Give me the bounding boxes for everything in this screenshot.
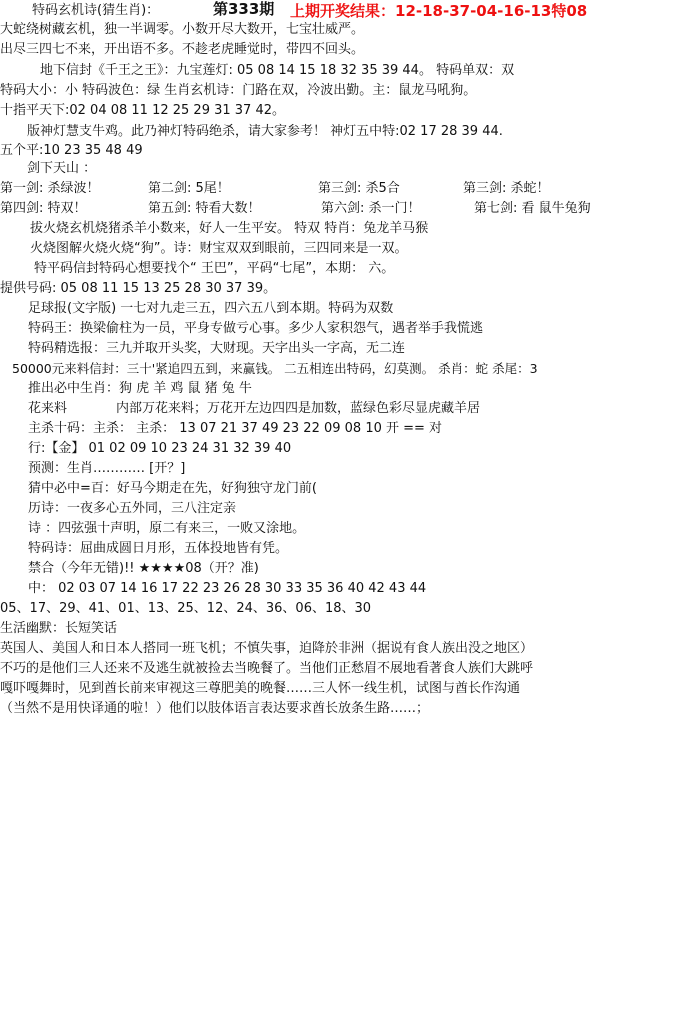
text-line-label: 花来料 bbox=[28, 401, 68, 416]
sword-tip: 第四剑: 特双！ bbox=[0, 201, 87, 216]
text-line: 五个平:10 23 35 48 49 bbox=[0, 143, 143, 158]
text-line: 50000元来料信封：三十'紧追四五到，来赢钱。 二五相连出特码，幻莫测。 杀肖：蛇 杀尾：3 bbox=[12, 361, 538, 376]
sword-tip: 第一剑: 杀绿波！ bbox=[0, 181, 100, 196]
sword-tip: 第六剑: 杀一门！ bbox=[321, 201, 421, 216]
joke-line: （当然不是用快译通的啦！）他们以肢体语言表达要求酋长放条生路……； bbox=[0, 701, 430, 716]
text-line: 猜中必中=百：好马今期走在先，好狗独守龙门前( bbox=[28, 481, 317, 496]
section-heading: 生活幽默：长短笑话 bbox=[0, 621, 118, 636]
poem-line: 大蛇绕树藏玄机，独一半调零。小数开尽大数开，七宝壮威严。 bbox=[0, 22, 365, 37]
text-line: 诗 ：四弦强十声明，原二有来三，一败又涂地。 bbox=[28, 521, 306, 536]
text-line: 推出必中生肖：狗 虎 羊 鸡 鼠 猪 兔 牛 bbox=[28, 381, 252, 396]
text-line: 中： 02 03 07 14 16 17 22 23 26 28 30 33 35 36 40 42 43 44 bbox=[28, 581, 427, 596]
joke-line: 英国人、美国人和日本人搭同一班飞机；不慎失事，迫降於非洲（据说有食人族出没之地区） bbox=[0, 641, 534, 656]
text-line: 特码精选报：三九并取开头奖，大财现。天字出头一字高，无二连 bbox=[28, 341, 406, 356]
text-line: 特码诗：屈曲成圆日月形，五体投地皆有凭。 bbox=[28, 541, 289, 556]
poem-title: 特码玄机诗(猜生肖)： bbox=[32, 3, 160, 18]
text-line: 地下信封《千王之王》：九宝莲灯: 05 08 14 15 18 32 35 39 44。 特码单双：双 bbox=[40, 63, 515, 78]
poem-line: 出尽三四七不来，开出语不多。不趁老虎睡觉时，带四不回头。 bbox=[0, 42, 365, 57]
text-line: 禁合（今年无错)!! ★★★★08（开？准) bbox=[28, 561, 259, 576]
text-line: 版神灯慧支牛鸡。此乃神灯特码绝杀，请大家参考！ 神灯五中特:02 17 28 39 44. bbox=[27, 124, 503, 139]
text-line: 特码王：换梁偷柱为一员，平身专做亏心事。多少人家积怨气，遇者举手我慌逃 bbox=[28, 321, 484, 336]
text-line: 预测：生肖………… [开？] bbox=[28, 461, 186, 476]
joke-line: 不巧的是他们三人还来不及逃生就被捡去当晚餐了。当他们正愁眉不展地看著食人族们大跳呼 bbox=[0, 661, 534, 676]
text-line: 行:【金】 01 02 09 10 23 24 31 32 39 40 bbox=[28, 441, 292, 456]
sword-tip: 第三剑: 杀5合 bbox=[318, 181, 400, 196]
sword-tip: 第七剑: 看 鼠牛兔狗 bbox=[474, 201, 591, 216]
last-draw-result: 上期开奖结果：12-18-37-04-16-13特08 bbox=[290, 2, 588, 20]
section-heading: 剑下天山 ： bbox=[27, 161, 97, 176]
text-line: 主杀十码：主杀： 主杀： 13 07 21 37 49 23 22 09 08 10 开 == 对 bbox=[28, 421, 443, 436]
text-line: 内部万花来料；万花开左边四四是加数，蓝绿色彩尽显虎藏羊居 bbox=[116, 401, 481, 416]
text-line: 拔火烧玄机烧猪杀羊小数来，好人一生平安。 特双 特肖：兔龙羊马猴 bbox=[30, 221, 429, 236]
issue-number: 第333期 bbox=[213, 0, 275, 18]
sword-tip: 第五剑: 特看大数！ bbox=[148, 201, 261, 216]
number-sequence: 05、17、29、41、01、13、25、12、24、36、06、18、30 bbox=[0, 601, 372, 616]
text-line: 特平码信封特码心想要找个“ 王巴”，平码“七尾”，本期： 六。 bbox=[34, 261, 395, 276]
text-line: 提供号码: 05 08 11 15 13 25 28 30 37 39。 bbox=[0, 281, 277, 296]
text-line: 十指平天下:02 04 08 11 12 25 29 31 37 42。 bbox=[0, 103, 285, 118]
text-line: 历诗：一夜多心五外同，三八注定亲 bbox=[28, 501, 237, 516]
text-line: 足球报(文字版) 一七对九走三五，四六五八到本期。特码为双数 bbox=[28, 301, 394, 316]
sword-tip: 第二剑: 5尾！ bbox=[148, 181, 230, 196]
joke-line: 嘎吓嘎舞时，见到酋长前来审视这三尊肥美的晚餐……三人怀一线生机，试图与酋长作沟通 bbox=[0, 681, 521, 696]
text-line: 特码大小：小 特码波色：绿 生肖玄机诗：门路在双，冷波出勤。主：鼠龙马吼狗。 bbox=[0, 83, 477, 98]
text-line: 火烧图解火烧火烧“狗”。诗：财宝双双到眼前，三四同来是一双。 bbox=[30, 241, 408, 256]
sword-tip: 第三剑: 杀蛇！ bbox=[463, 181, 550, 196]
